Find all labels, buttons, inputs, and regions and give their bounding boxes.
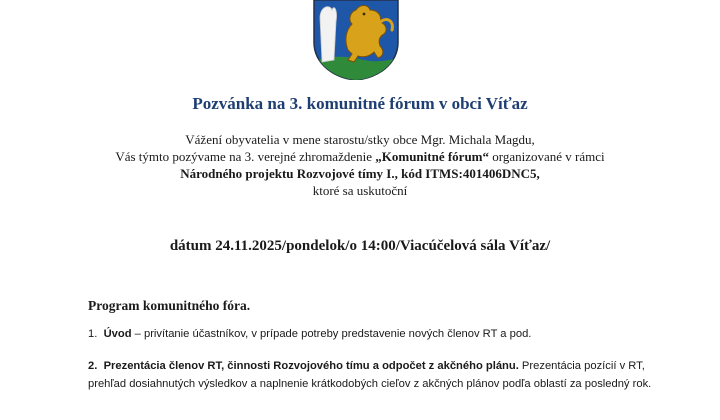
- program-heading: Program komunitného fóra.: [88, 298, 251, 313]
- coat-of-arms-lion-icon: [308, 0, 404, 80]
- program-item-1-number: 1.: [88, 328, 98, 340]
- program-item-1-text: – privítanie účastníkov, v prípade potreby predstavenie nových členov RT a pod.: [131, 328, 532, 340]
- invitation-intro: [0, 131, 720, 199]
- intro-line-3: [0, 165, 720, 182]
- page-title: Pozvánka na 3. komunitné fórum v obci Víťaz: [192, 94, 528, 113]
- intro-line-1: Vážení obyvatelia v mene starostu/stky obce Mgr. Michala Magdu,: [185, 132, 535, 147]
- program-item-1: [88, 325, 658, 343]
- intro-line-2: [0, 148, 720, 165]
- intro-line-2-suffix: organizované v rámci: [489, 149, 605, 164]
- program-item-2: [88, 357, 658, 393]
- program-item-2-text: Prezentácia pozícií v RT, prehľad dosiahnutých výsledkov a naplnenie krátkodobých cieľov z akčných plánov podľa oblastí za posledný rok.: [88, 360, 652, 390]
- program-item-2-title: Prezentácia členov RT, činnosti Rozvojového tímu a odpočet z akčného plánu.: [103, 360, 519, 372]
- project-name: Národného projektu Rozvojové tímy I., kód ITMS:401406DNC5,: [180, 166, 540, 181]
- program-item-2-number: 2.: [88, 360, 98, 372]
- event-name: „Komunitné fórum“: [375, 149, 489, 164]
- intro-line-4: ktoré sa uskutoční: [312, 183, 408, 198]
- intro-line-2-prefix: Vás týmto pozývame na 3. verejné zhromaždenie: [115, 149, 376, 164]
- program-item-1-title: Úvod: [103, 328, 132, 340]
- event-date: dátum 24.11.2025/pondelok/o 14:00/Viacúčelová sála Víťaz/: [169, 238, 551, 254]
